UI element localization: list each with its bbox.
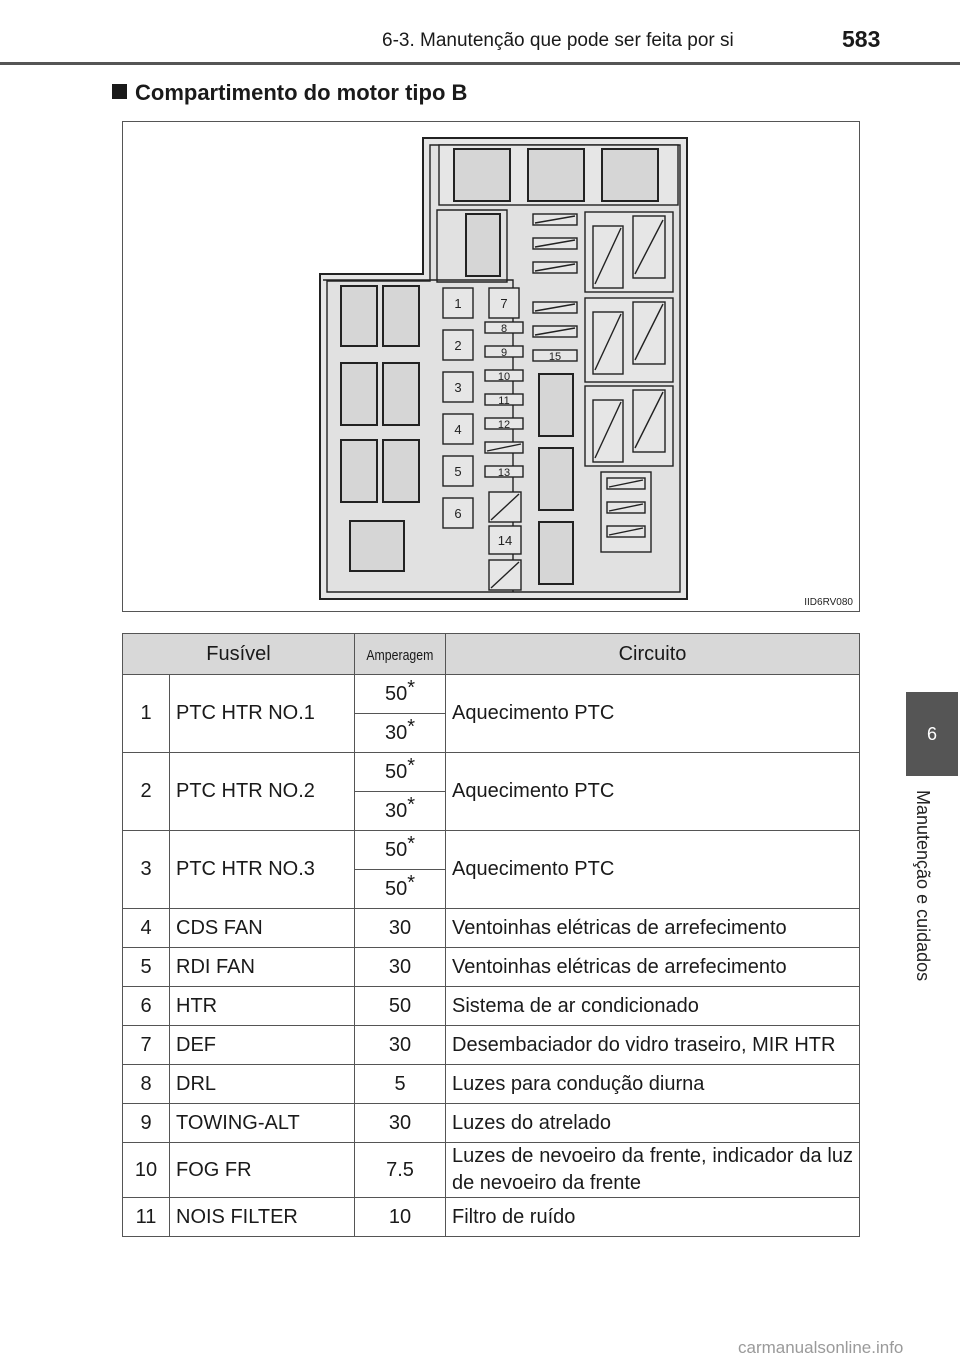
fuse-label-13: 13 [497,467,511,479]
table-row [123,1198,860,1237]
fuse-number: 4 [123,909,170,948]
fuse-amperage: 5 [355,1065,446,1104]
fuse-number: 5 [123,948,170,987]
table-row [123,831,860,870]
fuse-label-7: 7 [500,296,508,311]
fuse-amperage: 30 [355,1104,446,1143]
fuse-amperage: 30 [355,948,446,987]
fuse-amperage: 30 [355,1026,446,1065]
fuse-amperage: 50* [355,870,446,909]
fuse-box-drawing [123,122,861,613]
fuse-number: 8 [123,1065,170,1104]
figure-code: IID6RV080 [804,597,853,608]
section-title [112,80,467,106]
fuse-amperage: 50* [355,753,446,792]
fuse-name: PTC HTR NO.3 [170,831,355,909]
fuse-label-6: 6 [454,506,462,521]
fuse-label-10: 10 [497,371,511,383]
fuse-circuit: Aquecimento PTC [446,675,860,753]
fuse-box-diagram [122,121,860,612]
header-rule [0,62,960,65]
fuse-circuit: Sistema de ar condicionado [446,987,860,1026]
table-row [123,909,860,948]
fuse-name: TOWING-ALT [170,1104,355,1143]
fuse-circuit: Ventoinhas elétricas de arrefecimento [446,948,860,987]
fuse-number: 10 [123,1143,170,1198]
fuse-label-9: 9 [500,347,508,359]
header-amperage-text: Amperagem [366,646,434,664]
table-row [123,753,860,792]
fuse-number: 11 [123,1198,170,1237]
header-section-title: 6-3. Manutenção que pode ser feita por si [382,30,734,51]
fuse-amperage: 30* [355,792,446,831]
fuse-table [122,633,860,1237]
table-row [123,675,860,714]
table-row [123,1065,860,1104]
fuse-amperage: 50* [355,831,446,870]
fuse-circuit: Aquecimento PTC [446,831,860,909]
watermark: carmanualsonline.info [738,1338,904,1357]
chapter-tab[interactable]: 6 [906,692,958,776]
square-bullet-icon [112,84,127,99]
fuse-number: 3 [123,831,170,909]
header-circuit: Circuito [446,634,860,675]
fuse-circuit: Filtro de ruído [446,1198,860,1237]
fuse-number: 6 [123,987,170,1026]
fuse-label-15: 15 [548,351,562,363]
table-row [123,1143,860,1198]
fuse-number: 9 [123,1104,170,1143]
fuse-amperage: 7.5 [355,1143,446,1198]
fuse-name: RDI FAN [170,948,355,987]
fuse-circuit: Aquecimento PTC [446,753,860,831]
fuse-label-12: 12 [497,419,511,431]
fuse-circuit: Luzes de nevoeiro da frente, indicador da luz de nevoeiro da frente [446,1143,860,1198]
fuse-number: 1 [123,675,170,753]
fuse-circuit: Desembaciador do vidro traseiro, MIR HTR [446,1026,860,1065]
fuse-label-4: 4 [454,422,462,437]
table-row [123,1026,860,1065]
fuse-amperage: 50 [355,987,446,1026]
fuse-name: PTC HTR NO.2 [170,753,355,831]
fuse-label-2: 2 [454,338,462,353]
fuse-name: DRL [170,1065,355,1104]
fuse-circuit: Ventoinhas elétricas de arrefecimento [446,909,860,948]
fuse-amperage: 30* [355,714,446,753]
fuse-name: DEF [170,1026,355,1065]
fuse-amperage: 10 [355,1198,446,1237]
chapter-label: Manutenção e cuidados [913,790,933,982]
fuse-label-14: 14 [497,533,513,548]
table-header-row [123,634,860,675]
fuse-name: CDS FAN [170,909,355,948]
table-row [123,1104,860,1143]
fuse-name: PTC HTR NO.1 [170,675,355,753]
page-number: 583 [842,26,881,52]
fuse-label-1: 1 [454,296,462,311]
table-row [123,987,860,1026]
fuse-amperage: 50* [355,675,446,714]
header-fuse: Fusível [123,634,355,675]
fuse-name: HTR [170,987,355,1026]
fuse-amperage: 30 [355,909,446,948]
header-amperage [355,634,446,675]
fuse-name: NOIS FILTER [170,1198,355,1237]
fuse-name: FOG FR [170,1143,355,1198]
fuse-label-11: 11 [498,395,510,407]
fuse-number: 2 [123,753,170,831]
section-title-text: Compartimento do motor tipo B [135,80,468,105]
fuse-circuit: Luzes para condução diurna [446,1065,860,1104]
fuse-label-8: 8 [500,323,508,335]
fuse-label-3: 3 [454,380,462,395]
fuse-circuit: Luzes do atrelado [446,1104,860,1143]
fuse-label-5: 5 [454,464,462,479]
fuse-number: 7 [123,1026,170,1065]
table-row [123,948,860,987]
